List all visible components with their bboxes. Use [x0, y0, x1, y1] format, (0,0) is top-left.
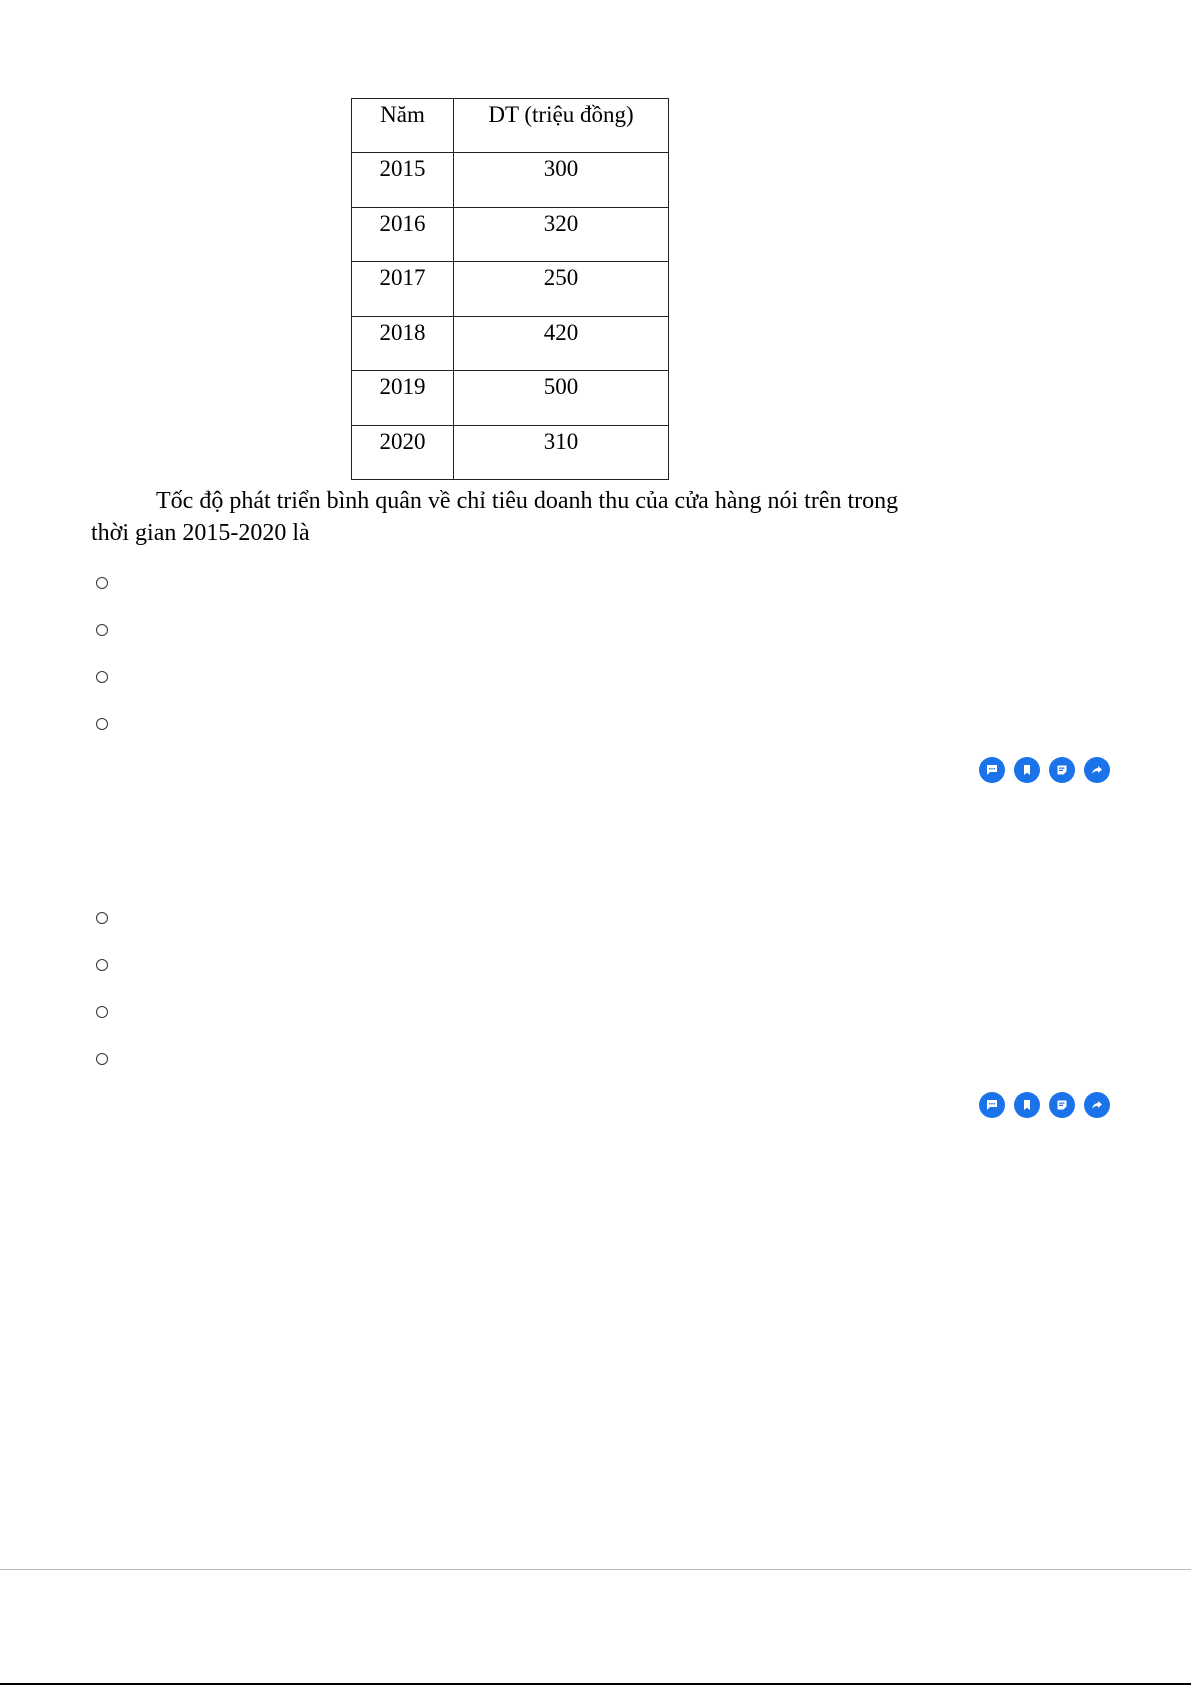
cell-year: 2017: [352, 262, 454, 317]
table-row: [352, 153, 669, 208]
table-row: [352, 207, 669, 262]
radio-button[interactable]: [96, 1006, 108, 1018]
comment-icon[interactable]: [979, 1092, 1005, 1118]
table-header-row: [352, 99, 669, 153]
header-revenue: DT (triệu đồng): [454, 99, 669, 153]
note-icon[interactable]: [1049, 1092, 1075, 1118]
answer-option-b[interactable]: [94, 616, 1094, 646]
table-row: [352, 316, 669, 371]
cell-year: 2019: [352, 371, 454, 426]
answer-option-a[interactable]: [94, 904, 1094, 934]
question-text-line2: thời gian 2015-2020 là: [91, 520, 310, 546]
radio-button[interactable]: [96, 624, 108, 636]
cell-revenue: 420: [454, 316, 669, 371]
question-actions: [979, 1092, 1111, 1118]
answer-option-a[interactable]: [94, 569, 1094, 599]
note-icon[interactable]: [1049, 757, 1075, 783]
cell-year: 2016: [352, 207, 454, 262]
cell-year: 2020: [352, 425, 454, 480]
share-icon[interactable]: [1084, 757, 1110, 783]
radio-button[interactable]: [96, 577, 108, 589]
cell-revenue: 500: [454, 371, 669, 426]
answer-option-d[interactable]: [94, 710, 1094, 740]
radio-button[interactable]: [96, 1053, 108, 1065]
bookmark-icon[interactable]: [1014, 757, 1040, 783]
comment-icon[interactable]: [979, 757, 1005, 783]
share-icon[interactable]: [1084, 1092, 1110, 1118]
cell-revenue: 250: [454, 262, 669, 317]
question-text-line1: Tốc độ phát triển bình quân về chỉ tiêu doanh thu của cửa hàng nói trên trong: [156, 488, 899, 514]
cell-year: 2015: [352, 153, 454, 208]
header-year: Năm: [352, 99, 454, 153]
table-row: [352, 371, 669, 426]
radio-button[interactable]: [96, 912, 108, 924]
answer-option-c[interactable]: [94, 663, 1094, 693]
radio-button[interactable]: [96, 718, 108, 730]
cell-revenue: 300: [454, 153, 669, 208]
question-actions: [979, 757, 1111, 783]
answer-option-b[interactable]: [94, 951, 1094, 981]
table-row: [352, 262, 669, 317]
revenue-table: [351, 98, 669, 480]
answer-option-d[interactable]: [94, 1045, 1094, 1075]
cell-revenue: 310: [454, 425, 669, 480]
radio-button[interactable]: [96, 959, 108, 971]
bookmark-icon[interactable]: [1014, 1092, 1040, 1118]
section-divider: [0, 1569, 1191, 1570]
answer-option-c[interactable]: [94, 998, 1094, 1028]
cell-year: 2018: [352, 316, 454, 371]
table-row: [352, 425, 669, 480]
cell-revenue: 320: [454, 207, 669, 262]
radio-button[interactable]: [96, 671, 108, 683]
